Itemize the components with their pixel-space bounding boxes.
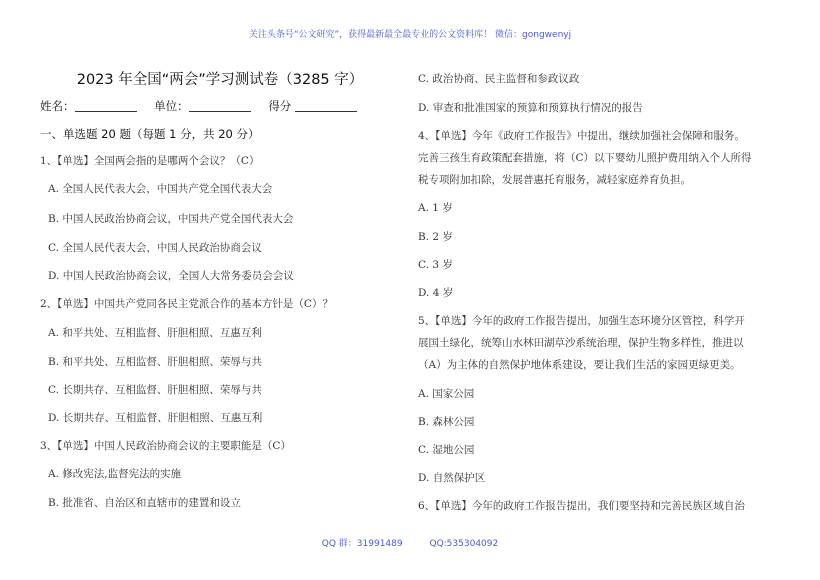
- q5-option-d: D. 自然保护区: [418, 472, 486, 484]
- name-blank: [75, 99, 137, 112]
- question-5-line-2: 展国土绿化，统筹山水林田湖草沙系统治理，保护生物多样性，推进以: [418, 337, 744, 349]
- score-blank: [295, 99, 357, 112]
- info-row: [40, 98, 357, 114]
- q2-option-a: A. 和平共处、互相监督、肝胆相照、互惠互利: [48, 327, 262, 339]
- footer: [0, 536, 820, 549]
- question-6-line-1: 6、【单选】今年的政府工作报告提出，我们要坚持和完善民族区域自治: [418, 500, 745, 512]
- question-5-line-1: 5、【单选】今年的政府工作报告提出，加强生态环境分区管控，科学开: [418, 315, 745, 327]
- q5-option-c: C. 湿地公园: [418, 444, 475, 456]
- q2-option-b: B. 和平共处、互相监督、肝胆相照、荣辱与共: [48, 356, 262, 368]
- question-5-line-3: （A）为主体的自然保护地体系建设，要让我们生活的家园更绿更美。: [418, 359, 741, 371]
- q3-option-b: B. 批准省、自治区和直辖市的建置和设立: [48, 497, 241, 509]
- question-3: 3、【单选】中国人民政治协商会议的主要职能是（C）: [40, 440, 291, 452]
- q5-option-a: A. 国家公园: [418, 388, 475, 400]
- q3-option-c: C. 政治协商、民主监督和参政议政: [418, 73, 580, 85]
- q5-option-b: B. 森林公园: [418, 416, 475, 428]
- unit-blank: [189, 99, 251, 112]
- q2-option-c: C. 长期共存、互相监督、肝胆相照、荣辱与共: [48, 384, 262, 396]
- q1-option-c: C. 全国人民代表大会，中国人民政治协商会议: [48, 242, 262, 254]
- section-heading: 一、单选题 20 题（每题 1 分，共 20 分）: [40, 127, 260, 141]
- question-1: 1、【单选】全国两会指的是哪两个会议？（C）: [40, 155, 260, 167]
- unit-label: 单位：: [154, 99, 189, 113]
- footer-qq: QQ:535304092: [429, 539, 499, 549]
- q4-option-b: B. 2 岁: [418, 231, 453, 243]
- page-title: 2023 年全国“两会”学习测试卷（3285 字）: [76, 72, 364, 88]
- name-label: 姓名：: [40, 99, 75, 113]
- q3-option-a: A. 修改宪法,监督宪法的实施: [48, 468, 182, 480]
- q4-option-c: C. 3 岁: [418, 259, 453, 271]
- q1-option-a: A. 全国人民代表大会，中国共产党全国代表大会: [48, 183, 273, 195]
- question-4-line-1: 4、【单选】今年《政府工作报告》中提出，继续加强社会保障和服务。: [418, 130, 745, 142]
- q1-option-b: B. 中国人民政治协商会议，中国共产党全国代表大会: [48, 213, 294, 225]
- q2-option-d: D. 长期共存、互相监督、肝胆相照、互惠互利: [48, 412, 263, 424]
- q4-option-d: D. 4 岁: [418, 287, 454, 299]
- question-4-line-3: 税专项附加扣除，发展普惠托育服务，减轻家庭养育负担。: [418, 174, 691, 186]
- score-label: 得分: [268, 99, 292, 113]
- question-2: 2、【单选】中国共产党同各民主党派合作的基本方针是（C）？: [40, 298, 333, 310]
- footer-qq-group: QQ 群：31991489: [321, 539, 403, 549]
- q3-option-d: D. 审查和批准国家的预算和预算执行情况的报告: [418, 102, 643, 114]
- question-4-line-2: 完善三孩生育政策配套措施，将（C）以下婴幼儿照护费用纳入个人所得: [418, 152, 752, 164]
- q4-option-a: A. 1 岁: [418, 202, 453, 214]
- top-banner: 关注头条号“公文研究”，获得最新最全最专业的公文资料库！ 微信：gongwenyj: [248, 30, 572, 40]
- q1-option-d: D. 中国人民政治协商会议，全国人大常务委员会会议: [48, 270, 294, 282]
